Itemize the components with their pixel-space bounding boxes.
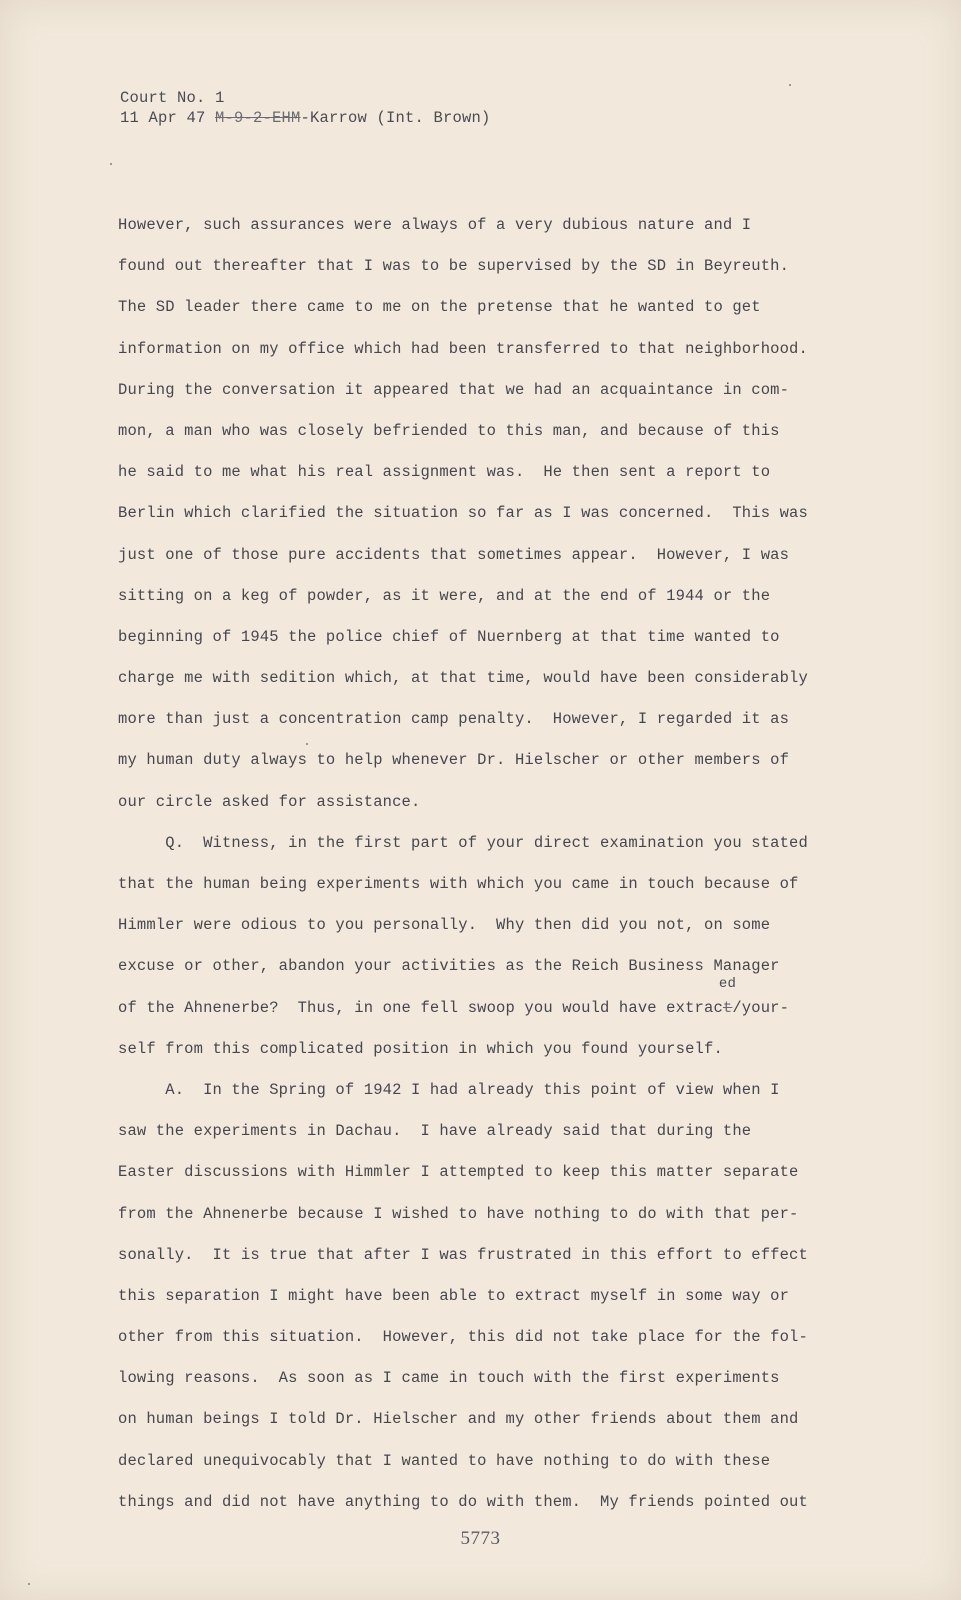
transcript-line: our circle asked for assistance. [118, 792, 421, 811]
transcript-line: that the human being experiments with which you came in touch because of [118, 875, 799, 893]
transcript-line: sitting on a keg of powder, as it were, and at the end of 1944 or the [118, 586, 771, 605]
transcript-line: saw the experiments in Dachau. I have already said that during the [118, 1122, 752, 1141]
page-number: 5773 [460, 1528, 501, 1549]
transcript-line: excuse or other, abandon your activities as the Reich Business Manager [118, 957, 780, 976]
paper-speck [28, 1583, 30, 1585]
transcript-line: The SD leader there came to me on the pretense that he wanted to get [118, 298, 761, 317]
document-header [120, 88, 491, 128]
answer-line: A. In the Spring of 1942 I had already this point of view when I [118, 1080, 780, 1099]
court-label: Court No. 1 [120, 89, 225, 107]
session-line [120, 108, 491, 128]
transcript-line: Himmler were odious to you personally. Why then did you not, on some [118, 916, 771, 935]
transcript-line: charge me with sedition which, at that time, would have been considerably [118, 669, 808, 688]
struck-code: M-9-2-EHM [215, 109, 301, 127]
paper-speck [110, 163, 112, 165]
session-date: 11 Apr 47 [120, 109, 216, 127]
transcript-line-correction [118, 975, 878, 1029]
transcript-line: lowing reasons. As soon as I came in touch with the first experiments [118, 1369, 780, 1388]
transcript-line: this separation I might have been able to extract myself in some way or [118, 1286, 790, 1305]
transcript-line: on human beings I told Dr. Hielscher and my other friends about them and [118, 1410, 799, 1429]
transcript-line: more than just a concentration camp penalty. However, I regarded it as [118, 710, 790, 729]
correction-text-before: of the Ahnenerbe? Thus, in one fell swoop you would have extrac [118, 998, 723, 1017]
transcript-line: just one of those pure accidents that sometimes appear. However, I was [118, 545, 790, 564]
transcript-line: found out thereafter that I was to be supervised by the SD in Beyreuth. [118, 257, 790, 276]
transcript-line: other from this situation. However, this did not take place for the fol- [118, 1328, 808, 1347]
struck-letter: t [722, 998, 733, 1017]
correction-insert: ed [718, 975, 737, 992]
correction-text-after: /your- [732, 998, 790, 1017]
handwritten-correction [718, 975, 737, 1029]
transcript-line: he said to me what his real assignment was. He then sent a report to [118, 463, 771, 482]
transcript-line: However, such assurances were always of a very dubious nature and I [118, 216, 752, 234]
question-line: Q. Witness, in the first part of your direct examination you stated [118, 833, 808, 852]
transcript-line: mon, a man who was closely befriended to this man, and because of this [118, 421, 780, 440]
paper-speck [789, 84, 791, 86]
transcript-line: things and did not have anything to do with them. My friends pointed out [118, 1492, 808, 1511]
paper-speck [306, 743, 308, 745]
transcript-line: self from this complicated position in which you found yourself. [118, 1039, 723, 1058]
transcript-line: sonally. It is true that after I was frustrated in this effort to effect [118, 1245, 808, 1264]
transcript-line: declared unequivocably that I wanted to have nothing to do with these [118, 1451, 771, 1470]
transcript-line: Berlin which clarified the situation so far as I was concerned. This was [118, 504, 808, 523]
transcript-line: During the conversation it appeared that we had an acquaintance in com- [118, 380, 790, 399]
transcript-line: my human duty always to help whenever Dr. Hielscher or other members of [118, 751, 790, 770]
transcript-line: Easter discussions with Himmler I attempted to keep this matter separate [118, 1163, 799, 1182]
transcript-line: information on my office which had been transferred to that neighborhood. [118, 339, 808, 358]
transcript-line: from the Ahnenerbe because I wished to have nothing to do with that per- [118, 1204, 799, 1223]
transcript-line: beginning of 1945 the police chief of Nuernberg at that time wanted to [118, 627, 780, 646]
transcript-body [118, 205, 878, 1523]
reporter-interpreter: -Karrow (Int. Brown) [300, 109, 491, 127]
